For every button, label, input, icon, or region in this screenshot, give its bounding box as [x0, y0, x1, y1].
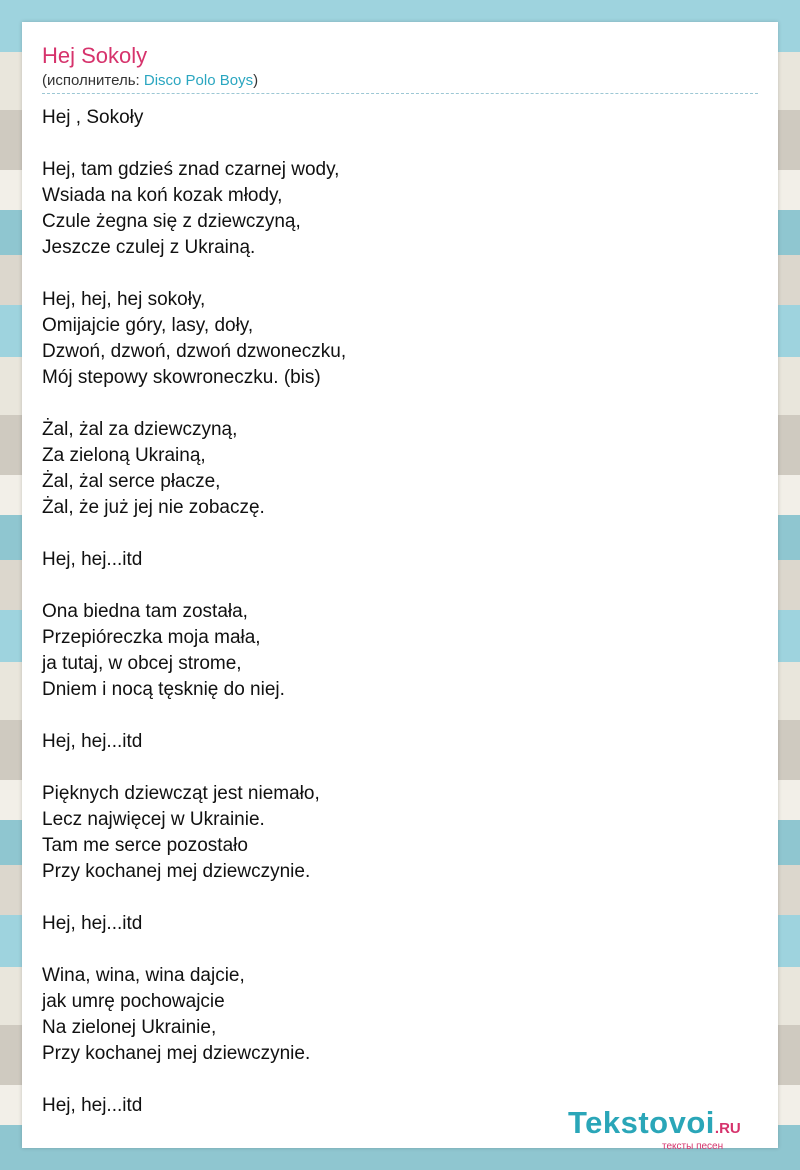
lyric-line: Wsiada na koń kozak młody,: [42, 185, 283, 206]
logo-tagline: тексты песен: [662, 1141, 724, 1152]
stanza-gap: [42, 703, 346, 729]
lyric-line: Za zieloną Ukrainą,: [42, 445, 206, 466]
lyric-line: Ona biedna tam została,: [42, 601, 248, 622]
lyrics-text: [42, 105, 346, 1119]
lyric-line: Na zielonej Ukrainie,: [42, 1017, 217, 1038]
logo-tld: .RU: [714, 1120, 741, 1137]
lyric-line: Tam me serce pozostało: [42, 835, 248, 856]
song-title: Hej Sokoly: [42, 43, 148, 68]
lyric-line: Hej, hej, hej sokoły,: [42, 289, 206, 310]
stanza-gap: [42, 937, 346, 963]
lyric-line: Hej, hej...itd: [42, 549, 143, 570]
stanza-gap: [42, 1067, 346, 1093]
lyric-line: Przy kochanej mej dziewczynie.: [42, 861, 311, 882]
artist-line: [42, 72, 258, 90]
lyric-line: Przy kochanej mej dziewczynie.: [42, 1043, 311, 1064]
lyric-line: Żal, że już jej nie zobaczę.: [42, 497, 265, 518]
stanza-gap: [42, 573, 346, 599]
stanza-gap: [42, 885, 346, 911]
lyric-line: ja tutaj, w obcej strome,: [42, 653, 242, 674]
artist-link[interactable]: Disco Polo Boys: [143, 72, 254, 89]
lyric-line: Hej, hej...itd: [42, 1095, 143, 1116]
lyric-line: Hej, hej...itd: [42, 913, 143, 934]
divider: [42, 93, 758, 94]
lyric-line: Omijajcie góry, lasy, doły,: [42, 315, 254, 336]
lyrics-page: [22, 22, 778, 1152]
lyric-line: Hej, hej...itd: [42, 731, 143, 752]
lyric-line: Hej , Sokoły: [42, 107, 144, 128]
lyric-line: Jeszcze czulej z Ukrainą.: [42, 237, 256, 258]
stanza-gap: [42, 755, 346, 781]
lyric-line: Przepióreczka moja mała,: [42, 627, 261, 648]
stanza-gap: [42, 131, 346, 157]
stanza-gap: [42, 391, 346, 417]
lyric-line: Dniem i nocą tęsknię do niej.: [42, 679, 285, 700]
site-logo[interactable]: [568, 1105, 741, 1152]
artist-suffix: ): [253, 72, 259, 89]
artist-prefix: (исполнитель:: [42, 72, 144, 89]
lyric-line: Wina, wina, wina dajcie,: [42, 965, 245, 986]
lyric-line: Czule żegna się z dziewczyną,: [42, 211, 301, 232]
lyric-line: Mój stepowy skowroneczku. (bis): [42, 367, 321, 388]
lyric-line: Hej, tam gdzieś znad czarnej wody,: [42, 159, 340, 180]
lyric-line: jak umrę pochowajcie: [42, 991, 225, 1012]
lyric-line: Pięknych dziewcząt jest niemało,: [42, 783, 320, 804]
lyric-line: Żal, żal za dziewczyną,: [42, 419, 238, 440]
logo-name: Tekstovoi: [568, 1105, 715, 1140]
stanza-gap: [42, 261, 346, 287]
lyric-line: Dzwoń, dzwoń, dzwoń dzwoneczku,: [42, 341, 347, 362]
lyric-line: Żal, żal serce płacze,: [42, 471, 221, 492]
lyric-line: Lecz najwięcej w Ukrainie.: [42, 809, 265, 830]
stanza-gap: [42, 521, 346, 547]
